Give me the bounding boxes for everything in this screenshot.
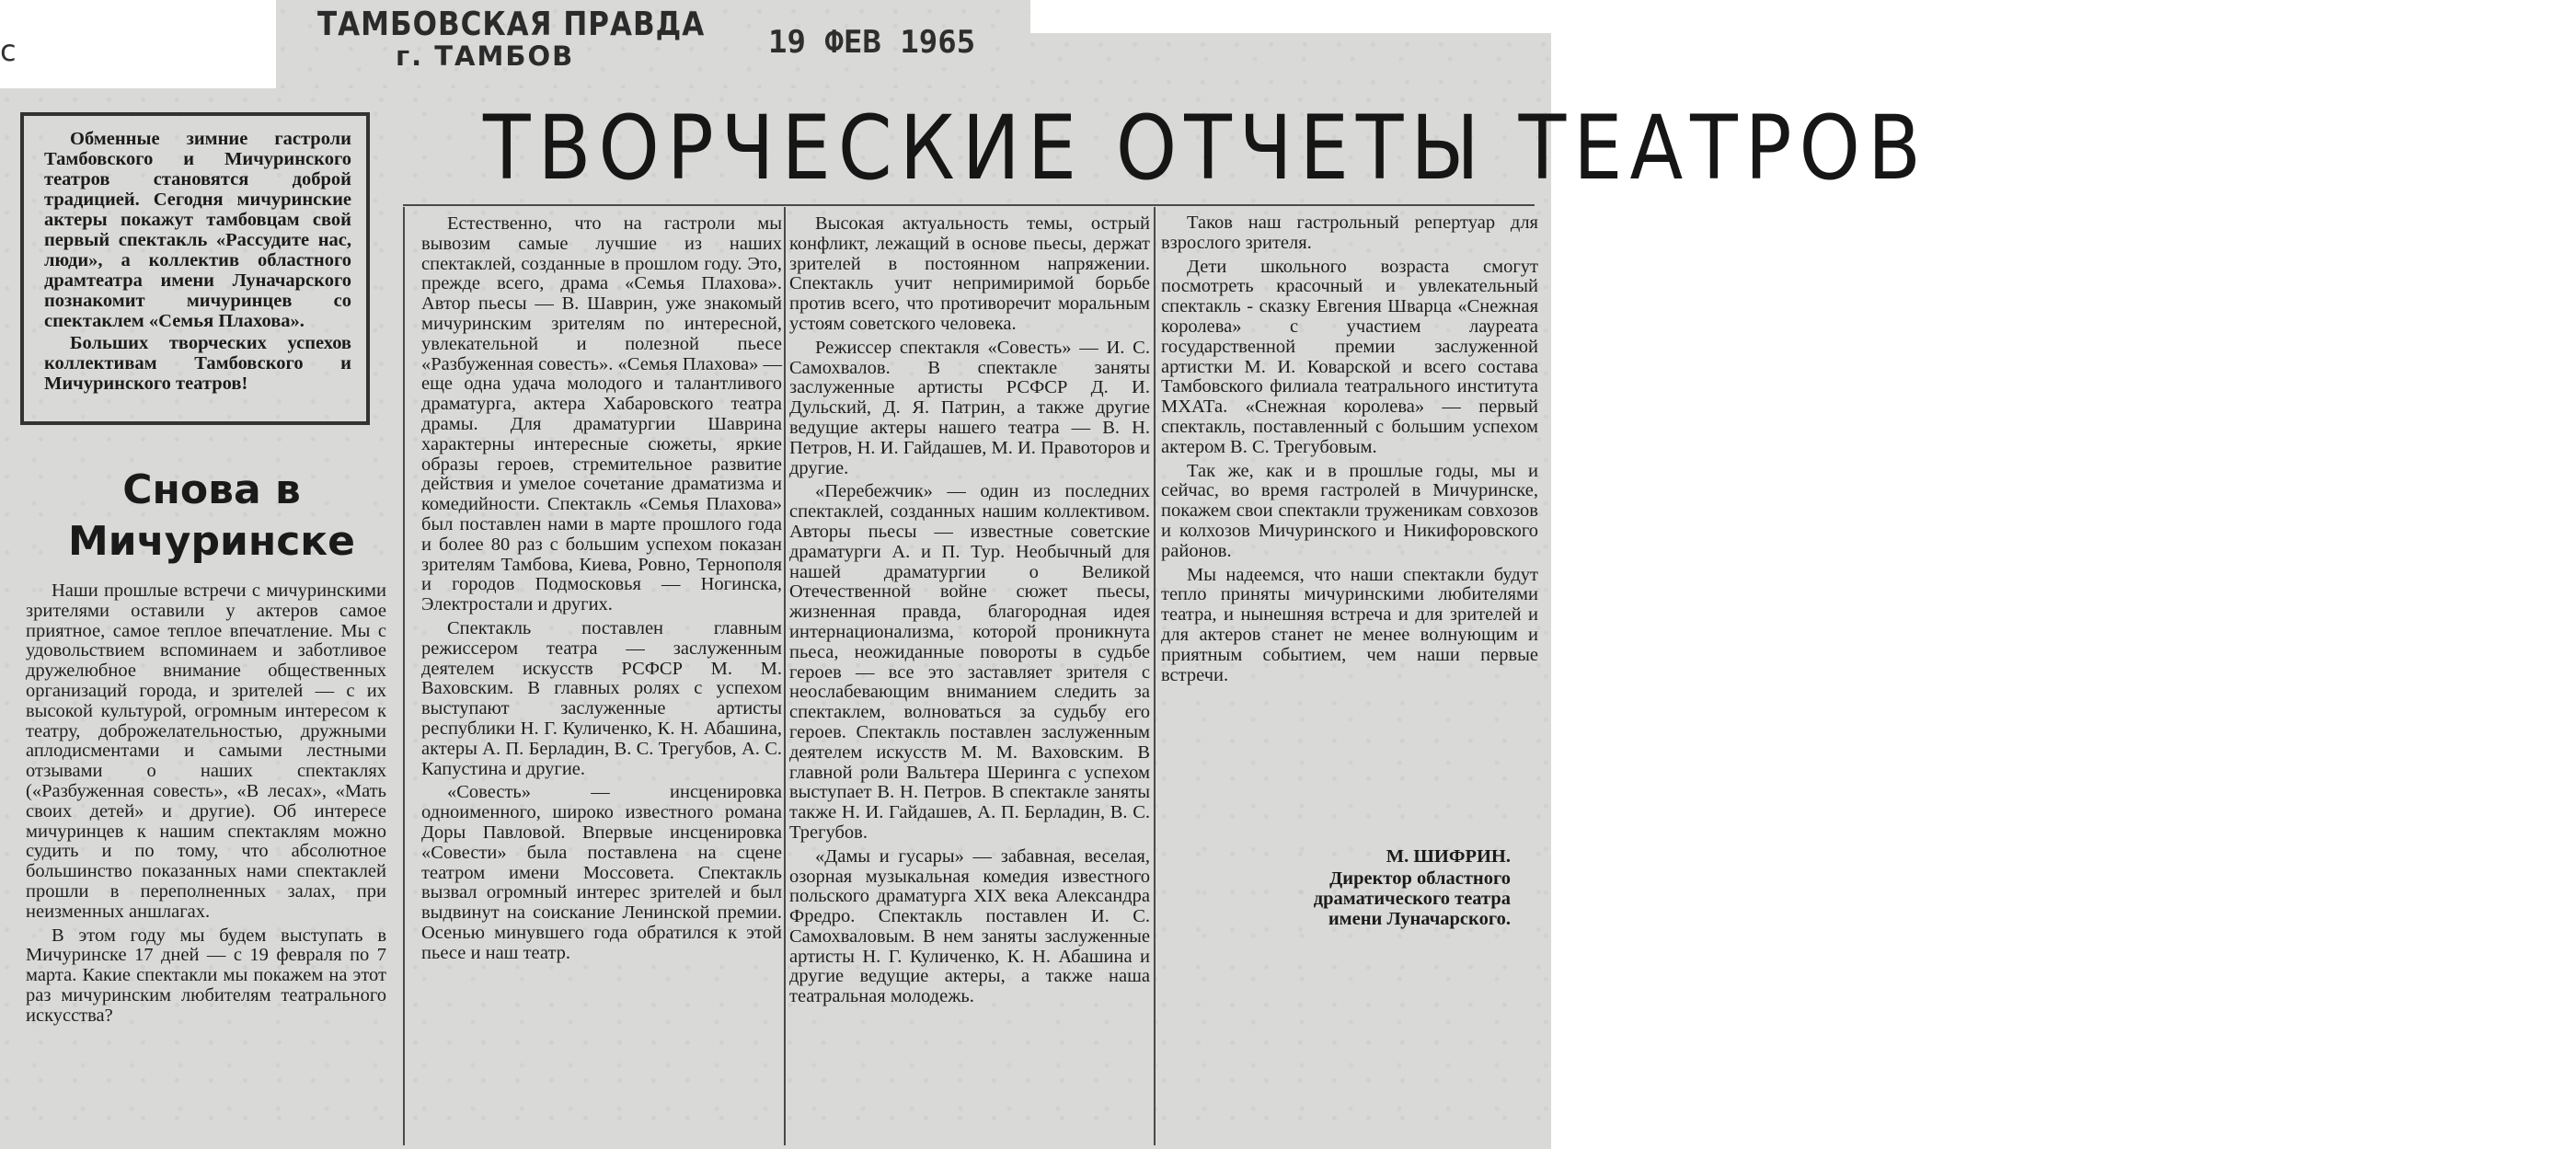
column-rule-2 — [784, 207, 786, 1145]
article-paragraph: Мы надеемся, что наши спектакли будут тепло приняты мичуринскими любителями театра, и нынешняя встреча и для зрителей и для актеров станет не менее волнующим и приятным событием, чем наши первые встречи. — [1161, 564, 1538, 685]
author-title-line: Директор областного — [1329, 868, 1511, 889]
article-paragraph: В этом году мы будем выступать в Мичуринске 17 дней — с 19 февраля по 7 марта. Какие спектакли мы покажем на этот раз мичуринским любителям театрального искусства? — [26, 925, 386, 1026]
article-paragraph: Таков наш гастрольный репертуар для взрослого зрителя. — [1161, 213, 1538, 253]
author-title-line: имени Луначарского. — [1328, 909, 1511, 929]
article-column-2 — [421, 214, 782, 963]
column-rule-1 — [403, 207, 405, 1145]
article-paragraph: «Дамы и гусары» — забавная, веселая, озорная музыкальная комедия известного польского драматурга XIX века Александра Фредро. Спектакль поставлен И. С. Самохваловым. В нем заняты заслуженные артисты Н. Г. Куличенко, К. Н. Абашина и другие ведущие актеры, а также наша театральная молодежь. — [789, 845, 1150, 1007]
main-headline: ТВОРЧЕСКИЕ ОТЧЕТЫ ТЕАТРОВ — [483, 97, 1928, 200]
article-paragraph: Дети школьного возраста смогут посмотреть красочный и увлекательный спектакль - сказку Евгения Шварца «Снежная королева» с участием лауреата государственной премии заслуженной артистки М. И. Коварской и всего состава Тамбовского филиала театрального института МХАТа. «Снежная королева» — первый спектакль, поставленный с большим успехом актером В. С. Трегубовым. — [1161, 256, 1538, 457]
author-name: М. ШИФРИН. — [1386, 846, 1511, 867]
article-column-1 — [26, 581, 386, 1027]
newspaper-name-stamp: ТАМБОВСКАЯ ПРАВДА — [317, 6, 706, 44]
column-rule-3 — [1154, 207, 1156, 1145]
article-paragraph: Высокая актуальность темы, острый конфликт, лежащий в основе пьесы, держат зрителей в постоянном напряжении. Спектакль учит непримиримой борьбе против всего, что противоречит моральным устоям советского человека. — [789, 213, 1150, 334]
edge-mark: с — [0, 33, 17, 68]
author-signature — [1161, 846, 1511, 929]
article-paragraph: Так же, как и в прошлые годы, мы и сейчас, во время гастролей в Мичуринске, покажем свои спектакли труженикам совхозов и колхозов Мичуринского и Никифоровского районов. — [1161, 460, 1538, 561]
article-column-3 — [789, 214, 1150, 1007]
article-paragraph: «Перебежчик» — один из последних спектаклей, созданных нашим коллективом. Авторы пьесы — известные советские драматурги А. и П. Тур. Необычный для нашей драматургии о Великой Отечественной войне сюжет пьесы, жизненная правда, благородная идея интернационализма, которой проникнута пьеса, неожиданные повороты в судьбе героев — все это заставляет зрителя с неослабевающим вниманием следить за спектаклем, волноваться за судьбу его героев. Спектакль поставлен заслуженным деятелем искусств М. М. Ваховским. В главной роли Вальтера Шеринга с успехом выступает В. Н. Петров. В спектакле заняты также Н. И. Гайдашев, А. П. Берладин, В. С. Трегубов. — [789, 481, 1150, 843]
date-stamp: 19 ФЕВ 1965 — [768, 24, 976, 61]
headline-rule — [403, 204, 1535, 206]
article-paragraph: Наши прошлые встречи с мичуринскими зрителями оставили у актеров самое приятное, самое теплое впечатление. Мы с удовольствием вспоминаем и заботливое дружелюбное внимание общественных организаций города, и зрителей — с их высокой культурой, огромным интересом к театру, доброжелательностью, дружными аплодисментами и самыми лестными отзывами о наших спектаклях («Разбуженная совесть», «В лесах», «Мать своих детей» и другие). Об интересе мичуринцев к нашим спектаклям можно судить и по тому, что абсолютное большинство показанных нами спектаклей прошли в переполненных залах, при неизменных аншлагах. — [26, 580, 386, 922]
article-paragraph: Режиссер спектакля «Совесть» — И. С. Самохвалов. В спектакле заняты заслуженные артисты РСФСР Д. И. Дульский, Д. Я. Патрин, а также другие ведущие актеры нашего театра — В. Н. Петров, Н. И. Гайдашев, М. И. Правоторов и другие. — [789, 337, 1150, 478]
city-stamp: г. ТАМБОВ — [396, 40, 575, 72]
editorial-notice-box — [20, 112, 370, 425]
article-column-4 — [1161, 213, 1538, 685]
article-paragraph: Спектакль поставлен главным режиссером театра — заслуженным деятелем искусств РСФСР М. М. Ваховским. В главных ролях с успехом выступают заслуженные артисты республики Н. Г. Куличенко, К. Н. Абашина, актеры А. П. Берладин, В. С. Трегубов, А. С. Капустина и другие. — [421, 617, 782, 779]
notice-paragraph: Больших творческих успехов коллективам Тамбовского и Мичуринского театров! — [44, 333, 351, 394]
notice-paragraph: Обменные зимние гастроли Тамбовского и Мичуринского театров становятся доброй традицией. Сегодня мичуринские актеры покажут тамбовцам свой первый спектакль «Рассудите нас, люди», а коллектив областного драмтеатра имени Луначарского познакомит мичуринцев со спектаклем «Семья Плахова». — [44, 129, 351, 331]
article-paragraph: «Совесть» — инсценировка одноименного, широко известного романа Доры Павловой. Впервые инсценировка «Совести» была поставлена на сцене театром имени Моссовета. Спектакль вызвал огромный интерес зрителей и был выдвинут на соискание Ленинской премии. Осенью минувшего года обратился к этой пьесе и наш театр. — [421, 782, 782, 963]
article-paragraph: Естественно, что на гастроли мы вывозим самые лучшие из наших спектаклей, созданные в прошлом году. Это, прежде всего, драма «Семья Плахова». Автор пьесы — В. Шаврин, уже знакомый мичуринским зрителям по интересной, увлекательной и полезной пьесе «Разбуженная совесть». «Семья Плахова» — еще одна удача молодого и талантливого драматурга, актера Хабаровского театра драмы. Для драматургии Шаврина характерны интересные сюжеты, яркие образы героев, стремительное развитие действия и умелое сочетание драматизма и комедийности. Спектакль «Семья Плахова» был поставлен нами в марте прошлого года и более 80 раз с большим успехом показан зрителям Тамбова, Киева, Ровно, Тернополя и городов Подмосковья — Ногинска, Электростали и других. — [421, 213, 782, 615]
article-subheadline: Снова в Мичуринске — [67, 466, 356, 565]
author-title-line: драматического театра — [1313, 889, 1511, 909]
